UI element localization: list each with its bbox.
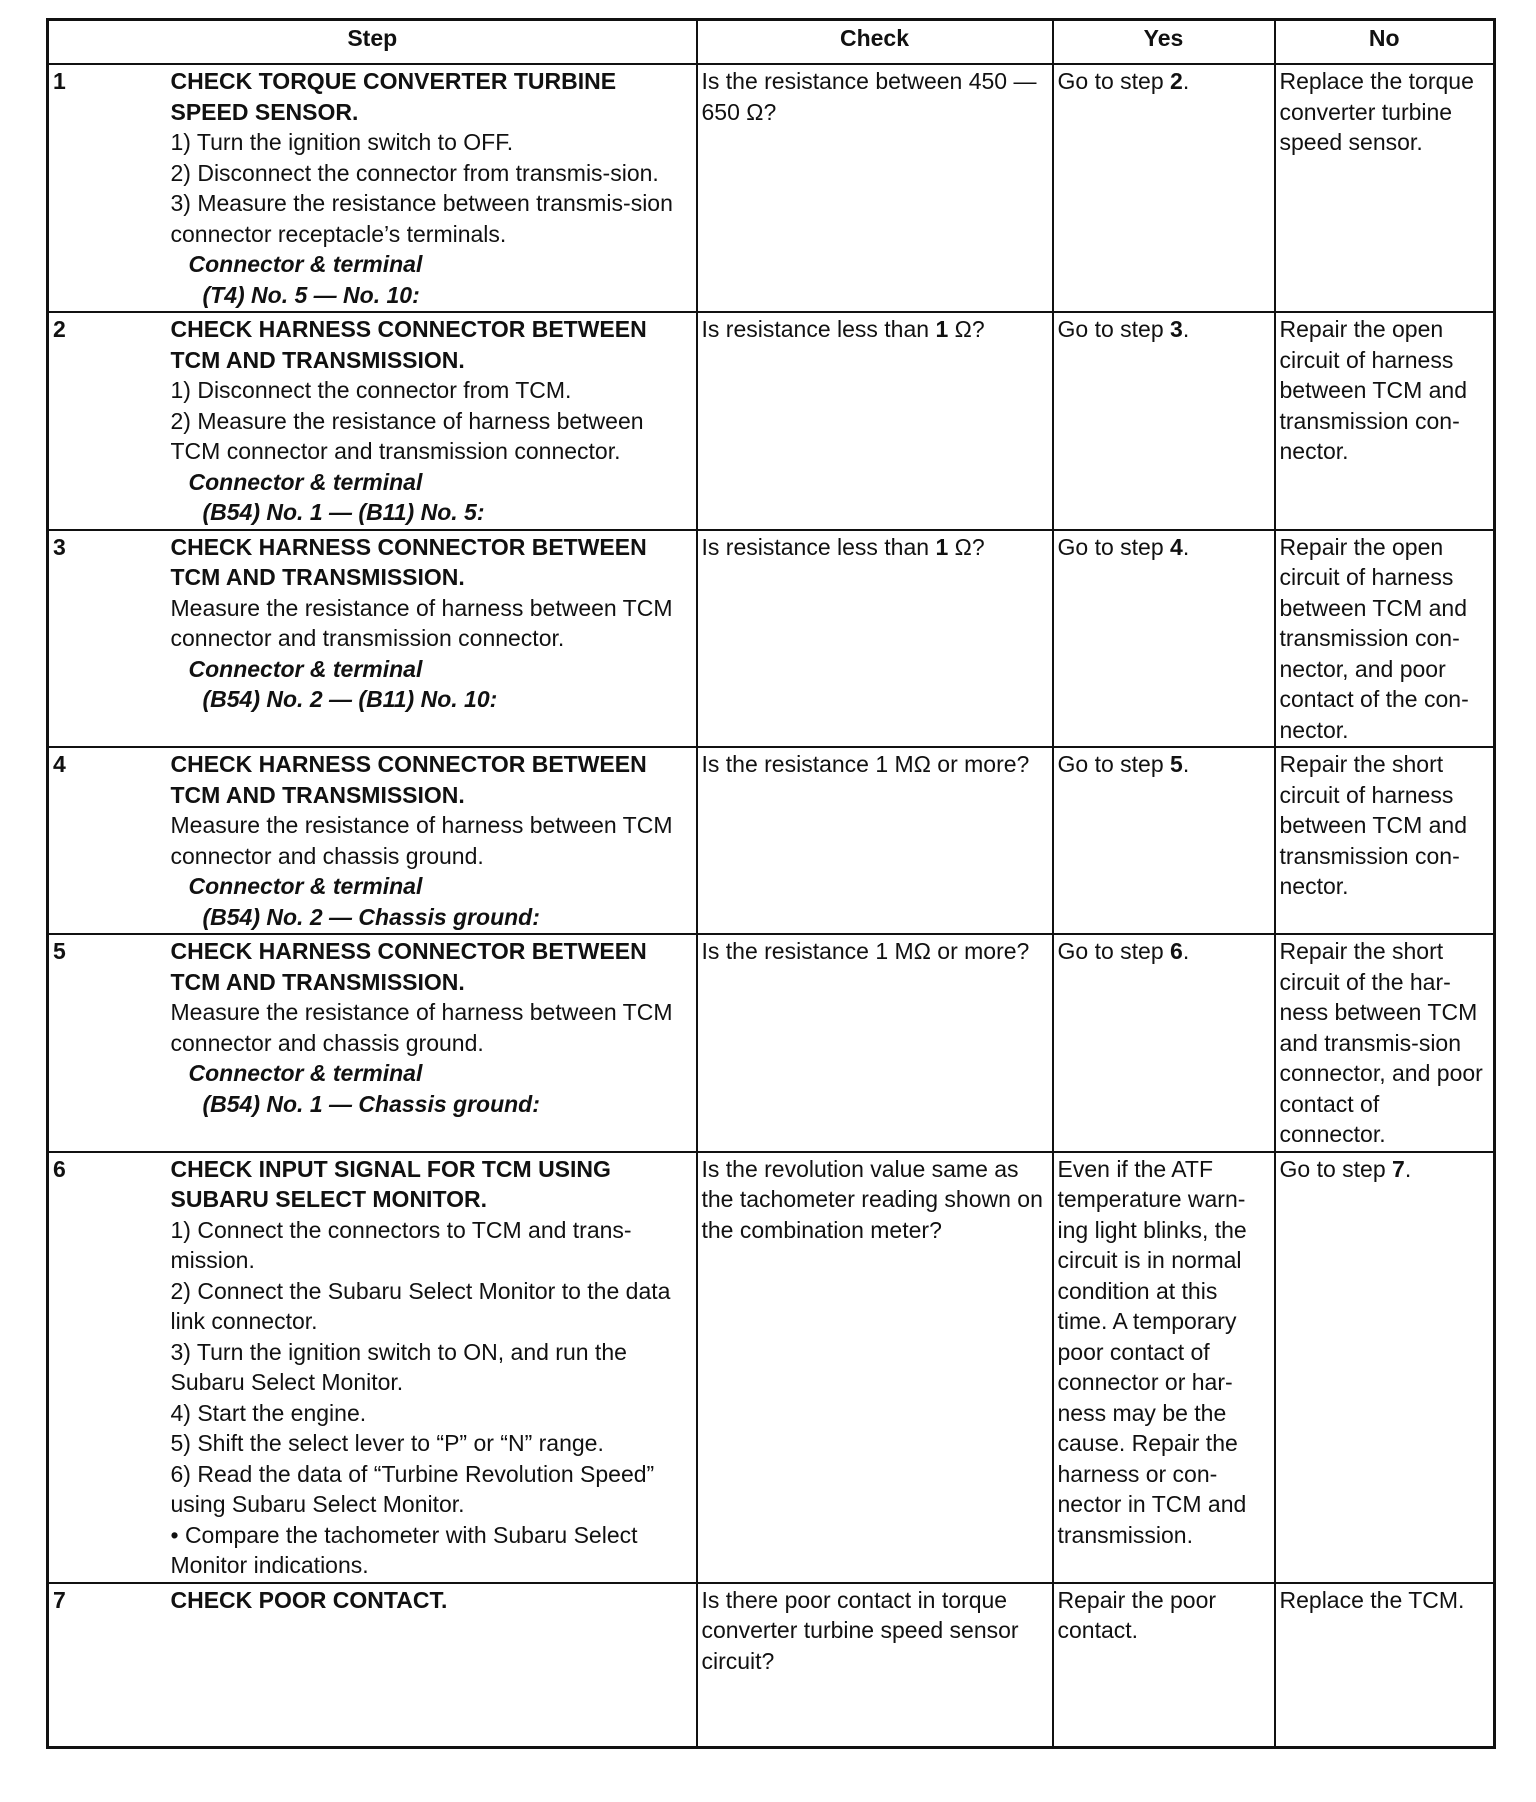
- yes-text: Go to step: [1057, 533, 1171, 560]
- step-number: 3: [48, 530, 167, 748]
- table-row: [48, 312, 1495, 530]
- step-line: 6) Read the data of “Turbine Revolution Speed” using Subaru Select Monitor.: [170, 1460, 655, 1517]
- step-line: Measure the resistance of harness between TCM connector and chassis ground.: [170, 999, 673, 1056]
- step-line: 1) Turn the ignition switch to OFF.: [170, 129, 514, 155]
- yes-text: Go to step: [1057, 68, 1171, 94]
- connector-terminal-value: (T4) No. 5 — No. 10:: [202, 281, 420, 308]
- step-bullet-line: • Compare the tachometer with Subaru Select Monitor indications.: [170, 1521, 638, 1578]
- table-row: [48, 747, 1495, 934]
- step-title: CHECK HARNESS CONNECTOR BETWEEN TCM AND TRANSMISSION.: [170, 316, 647, 373]
- step-number: 6: [48, 1152, 167, 1583]
- connector-terminal-label: Connector & terminal: [188, 251, 423, 277]
- connector-terminal-label: Connector & terminal: [188, 468, 423, 495]
- yes-step-number: 5: [1170, 751, 1183, 777]
- yes-step-number: 3: [1170, 316, 1183, 342]
- check-cell: Is the revolution value same as the tachometer reading shown on the combination meter?: [697, 1152, 1053, 1583]
- yes-step-number: 2: [1170, 68, 1183, 94]
- step-line: Measure the resistance of harness between TCM connector and transmission connector.: [170, 594, 673, 651]
- step-title: CHECK POOR CONTACT.: [170, 1586, 448, 1613]
- connector-terminal-value: (B54) No. 1 — Chassis ground:: [202, 1090, 540, 1117]
- step-line: Measure the resistance of harness between TCM connector and chassis ground.: [170, 812, 673, 869]
- header-yes: Yes: [1053, 20, 1275, 65]
- step-cell: [167, 1583, 697, 1748]
- diagnostic-table: [46, 18, 1496, 1749]
- yes-step-number: 6: [1170, 938, 1183, 964]
- step-title: CHECK TORQUE CONVERTER TURBINE SPEED SENSOR.: [170, 68, 617, 125]
- check-cell: [697, 530, 1053, 748]
- table-row: [48, 64, 1495, 312]
- check-value: 1: [935, 533, 949, 560]
- check-text: Is resistance less than: [701, 533, 936, 560]
- check-cell: Is the resistance 1 MΩ or more?: [697, 934, 1053, 1152]
- no-cell: Repair the short circuit of harness between TCM and transmission con-nector.: [1275, 747, 1495, 934]
- connector-terminal-label: Connector & terminal: [188, 873, 423, 899]
- yes-cell: [1053, 530, 1275, 748]
- step-line: 5) Shift the select lever to “P” or “N” range.: [170, 1430, 604, 1456]
- connector-terminal-label: Connector & terminal: [188, 655, 423, 682]
- yes-cell: [1053, 312, 1275, 530]
- check-cell: Is the resistance between 450 — 650 Ω?: [697, 64, 1053, 312]
- step-number: 1: [48, 64, 167, 312]
- table-row: [48, 934, 1495, 1152]
- header-check: Check: [697, 20, 1053, 65]
- header-row: [48, 20, 1495, 65]
- step-number: 5: [48, 934, 167, 1152]
- no-text: Go to step: [1279, 1155, 1393, 1182]
- step-cell: [167, 312, 697, 530]
- step-line: 1) Disconnect the connector from TCM.: [170, 377, 572, 403]
- yes-cell: [1053, 64, 1275, 312]
- no-cell: Replace the TCM.: [1275, 1583, 1495, 1748]
- yes-punct: .: [1182, 533, 1190, 560]
- no-cell: Replace the torque converter turbine speed sensor.: [1275, 64, 1495, 312]
- step-cell: [167, 64, 697, 312]
- yes-cell: [1053, 934, 1275, 1152]
- yes-punct: .: [1182, 68, 1190, 94]
- table-row: [48, 1583, 1495, 1748]
- step-number: 4: [48, 747, 167, 934]
- step-title: CHECK HARNESS CONNECTOR BETWEEN TCM AND TRANSMISSION.: [170, 533, 647, 590]
- step-cell: [167, 747, 697, 934]
- step-cell: [167, 934, 697, 1152]
- check-cell: Is the resistance 1 MΩ or more?: [697, 747, 1053, 934]
- no-punct: .: [1404, 1155, 1412, 1182]
- no-step-number: 7: [1392, 1155, 1405, 1182]
- connector-terminal-value: (B54) No. 2 — (B11) No. 10:: [202, 686, 498, 712]
- table-row: [48, 1152, 1495, 1583]
- yes-step-number: 4: [1170, 533, 1183, 560]
- check-unit: Ω?: [948, 533, 985, 560]
- yes-punct: .: [1182, 751, 1190, 777]
- connector-terminal-value: (B54) No. 2 — Chassis ground:: [202, 903, 540, 930]
- check-text: Is resistance less than: [701, 316, 936, 342]
- no-cell: [1275, 1152, 1495, 1583]
- step-line: 2) Connect the Subaru Select Monitor to the data link connector.: [170, 1277, 671, 1334]
- step-line: 3) Measure the resistance between transmis-sion connector receptacle’s terminals.: [170, 190, 673, 247]
- step-line: 4) Start the engine.: [170, 1399, 367, 1426]
- table-row: [48, 530, 1495, 748]
- connector-terminal-label: Connector & terminal: [188, 1060, 423, 1086]
- yes-text: Go to step: [1057, 316, 1171, 342]
- yes-cell: Even if the ATF temperature warn-ing light blinks, the circuit is in normal condition at this time. A temporary poor contact of connector or har-ness may be the cause. Repair the harness or con-nector in TCM and transmission.: [1053, 1152, 1275, 1583]
- header-step: Step: [48, 20, 697, 65]
- no-cell: Repair the short circuit of the har-ness between TCM and transmis-sion connector, and poor contact of connector.: [1275, 934, 1495, 1152]
- step-number: 2: [48, 312, 167, 530]
- step-cell: [167, 530, 697, 748]
- step-line: 1) Connect the connectors to TCM and trans-mission.: [170, 1216, 632, 1273]
- yes-text: Go to step: [1057, 938, 1171, 964]
- yes-punct: .: [1182, 938, 1190, 964]
- check-value: 1: [935, 316, 949, 342]
- yes-text: Go to step: [1057, 751, 1171, 777]
- no-cell: Repair the open circuit of harness between TCM and transmission con-nector, and poor contact of the con-nector.: [1275, 530, 1495, 748]
- connector-terminal-value: (B54) No. 1 — (B11) No. 5:: [202, 499, 485, 525]
- step-line: 3) Turn the ignition switch to ON, and run the Subaru Select Monitor.: [170, 1338, 627, 1395]
- step-line: 2) Disconnect the connector from transmis-sion.: [170, 159, 659, 186]
- yes-punct: .: [1182, 316, 1190, 342]
- step-cell: [167, 1152, 697, 1583]
- header-no: No: [1275, 20, 1495, 65]
- check-unit: Ω?: [948, 316, 985, 342]
- step-title: CHECK HARNESS CONNECTOR BETWEEN TCM AND TRANSMISSION.: [170, 751, 647, 808]
- step-line: 2) Measure the resistance of harness between TCM connector and transmission connector.: [170, 407, 644, 464]
- check-cell: [697, 312, 1053, 530]
- check-cell: Is there poor contact in torque converter turbine speed sensor circuit?: [697, 1583, 1053, 1748]
- step-title: CHECK INPUT SIGNAL FOR TCM USING SUBARU SELECT MONITOR.: [170, 1155, 611, 1212]
- yes-cell: [1053, 747, 1275, 934]
- no-cell: Repair the open circuit of harness between TCM and transmission con-nector.: [1275, 312, 1495, 530]
- step-title: CHECK HARNESS CONNECTOR BETWEEN TCM AND TRANSMISSION.: [170, 938, 647, 995]
- yes-cell: Repair the poor contact.: [1053, 1583, 1275, 1748]
- step-number: 7: [48, 1583, 167, 1748]
